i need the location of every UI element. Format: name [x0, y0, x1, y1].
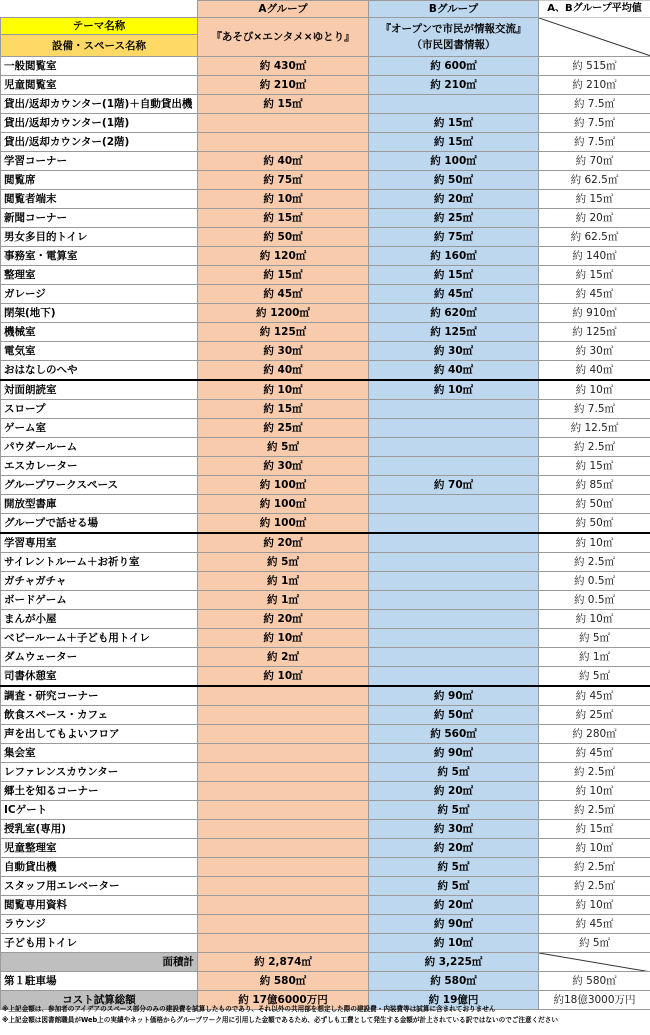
average-area: 約 15㎡ [539, 820, 650, 839]
group-a-area: 約 25㎡ [198, 419, 369, 438]
group-b-area: 約 620㎡ [369, 304, 539, 323]
facility-name: ベビールーム＋子ども用トイレ [1, 629, 198, 648]
group-b-area: 約 20㎡ [369, 782, 539, 801]
facility-name: グループワークスペース [1, 476, 198, 495]
facility-name: まんが小屋 [1, 610, 198, 629]
cost-total-average: 約18億3000万円 [539, 991, 650, 1010]
average-area: 約 7.5㎡ [539, 133, 650, 152]
group-a-area [198, 725, 369, 744]
facility-name: 貸出/返却カウンター(1階)＋自動貸出機 [1, 95, 198, 114]
group-a-area: 約 10㎡ [198, 380, 369, 400]
group-a-area [198, 686, 369, 706]
table-row [1, 725, 650, 744]
average-area: 約 40㎡ [539, 361, 650, 381]
average-area: 約 10㎡ [539, 533, 650, 553]
group-b-area: 約 20㎡ [369, 190, 539, 209]
group-a-area: 約 40㎡ [198, 152, 369, 171]
table-row [1, 342, 650, 361]
table-row [1, 323, 650, 342]
average-area: 約 10㎡ [539, 380, 650, 400]
average-area: 約 2.5㎡ [539, 553, 650, 572]
group-b-area [369, 457, 539, 476]
facility-name: 男女多目的トイレ [1, 228, 198, 247]
group-b-area: 約 90㎡ [369, 686, 539, 706]
blank-corner [1, 1, 198, 18]
group-b-area: 約 90㎡ [369, 744, 539, 763]
group-b-area [369, 667, 539, 687]
group-b-area: 約 5㎡ [369, 877, 539, 896]
group-a-area: 約 10㎡ [198, 629, 369, 648]
group-a-area: 約 125㎡ [198, 323, 369, 342]
table-row [1, 706, 650, 725]
table-row [1, 514, 650, 534]
table-row [1, 380, 650, 400]
group-a-area: 約 20㎡ [198, 533, 369, 553]
facility-name: サイレントルーム＋お祈り室 [1, 553, 198, 572]
facility-name: 整理室 [1, 266, 198, 285]
facility-name: 集会室 [1, 744, 198, 763]
average-area: 約 5㎡ [539, 934, 650, 953]
group-b-area [369, 533, 539, 553]
average-area: 約 62.5㎡ [539, 228, 650, 247]
facility-name: 貸出/返却カウンター(1階) [1, 114, 198, 133]
facility-name: 対面朗読室 [1, 380, 198, 400]
table-row [1, 744, 650, 763]
average-area: 約 515㎡ [539, 57, 650, 76]
table-row [1, 495, 650, 514]
group-b-area: 約 5㎡ [369, 763, 539, 782]
table-row [1, 171, 650, 190]
cost-total-a: 約 17億6000万円 [198, 991, 369, 1010]
table-row [1, 209, 650, 228]
facility-name: 児童閲覧室 [1, 76, 198, 95]
table-row [1, 896, 650, 915]
table-row [1, 610, 650, 629]
average-area: 約 25㎡ [539, 706, 650, 725]
average-area: 約 45㎡ [539, 686, 650, 706]
group-a-area [198, 782, 369, 801]
average-area: 約 0.5㎡ [539, 572, 650, 591]
table-row [1, 858, 650, 877]
facility-name: 司書休憩室 [1, 667, 198, 687]
group-b-area: 約 20㎡ [369, 896, 539, 915]
group-b-area: 約 5㎡ [369, 801, 539, 820]
facility-name: ラウンジ [1, 915, 198, 934]
average-area: 約 20㎡ [539, 209, 650, 228]
cost-total-b: 約 19億円 [369, 991, 539, 1010]
table-row [1, 839, 650, 858]
group-a-area: 約 210㎡ [198, 76, 369, 95]
group-b-area: 約 30㎡ [369, 820, 539, 839]
group-b-area: 約 40㎡ [369, 361, 539, 381]
group-b-area: 約 100㎡ [369, 152, 539, 171]
facility-name: 郷土を知るコーナー [1, 782, 198, 801]
table-row [1, 304, 650, 323]
group-a-area: 約 1㎡ [198, 591, 369, 610]
group-b-area: 約 25㎡ [369, 209, 539, 228]
group-b-area: 約 125㎡ [369, 323, 539, 342]
group-b-area [369, 610, 539, 629]
average-area: 約 0.5㎡ [539, 591, 650, 610]
facility-label: 設備・スペース名称 [1, 35, 198, 57]
table-row [1, 686, 650, 706]
group-b-area: 約 75㎡ [369, 228, 539, 247]
facility-name: ダムウェーター [1, 648, 198, 667]
area-total-b: 約 3,225㎡ [369, 953, 539, 972]
average-area: 約 5㎡ [539, 667, 650, 687]
theme-b-line2: （市民図書情報） [411, 39, 496, 51]
parking-average: 約 580㎡ [539, 972, 650, 991]
facility-name: スロープ [1, 400, 198, 419]
facility-name: 電気室 [1, 342, 198, 361]
table-row [1, 457, 650, 476]
theme-a: 『あそび×エンタメ×ゆとり』 [198, 18, 369, 57]
table-row [1, 57, 650, 76]
group-b-area [369, 495, 539, 514]
average-area: 約 10㎡ [539, 782, 650, 801]
group-b-area: 約 15㎡ [369, 266, 539, 285]
group-a-header: Aグループ [198, 1, 369, 18]
group-a-area [198, 744, 369, 763]
group-a-area: 約 15㎡ [198, 95, 369, 114]
table-row [1, 114, 650, 133]
group-a-area [198, 934, 369, 953]
facility-name: 児童整理室 [1, 839, 198, 858]
facility-name: 自動貸出機 [1, 858, 198, 877]
area-total-row [1, 953, 650, 972]
average-area: 約 2.5㎡ [539, 438, 650, 457]
footnote-1: ※上記金額は、参加者のアイデアのスペース部分のみの建設費を試算したものであり、それ以外の共用部を想定した際の建設費・内装費等は試算に含まれておりません [2, 1005, 496, 1013]
group-a-area [198, 706, 369, 725]
group-b-area [369, 400, 539, 419]
facility-name: ガチャガチャ [1, 572, 198, 591]
table-row [1, 648, 650, 667]
table-row [1, 553, 650, 572]
average-area: 約 10㎡ [539, 839, 650, 858]
group-a-area: 約 100㎡ [198, 514, 369, 534]
group-a-area: 約 15㎡ [198, 209, 369, 228]
average-area: 約 7.5㎡ [539, 400, 650, 419]
group-b-area: 約 50㎡ [369, 171, 539, 190]
diagonal-line [539, 953, 650, 972]
group-a-area: 約 2㎡ [198, 648, 369, 667]
table-row [1, 152, 650, 171]
footnotes [2, 1004, 648, 1026]
group-b-area [369, 419, 539, 438]
group-b-area [369, 629, 539, 648]
group-b-area [369, 591, 539, 610]
average-area: 約 15㎡ [539, 190, 650, 209]
average-area: 約 2.5㎡ [539, 858, 650, 877]
table-row [1, 476, 650, 495]
group-a-area: 約 30㎡ [198, 457, 369, 476]
theme-b-line1: 『オープンで市民が情報交流』 [380, 23, 527, 35]
facility-name: スタッフ用エレベーター [1, 877, 198, 896]
group-a-area [198, 133, 369, 152]
theme-label: テーマ名称 [1, 18, 198, 35]
group-b-area: 約 210㎡ [369, 76, 539, 95]
average-area: 約 125㎡ [539, 323, 650, 342]
group-b-header: Bグループ [369, 1, 539, 18]
table-row [1, 190, 650, 209]
group-a-area: 約 430㎡ [198, 57, 369, 76]
facility-name: グループで話せる場 [1, 514, 198, 534]
table-row [1, 782, 650, 801]
group-a-area [198, 801, 369, 820]
group-b-area: 約 30㎡ [369, 342, 539, 361]
group-b-area [369, 438, 539, 457]
group-a-area: 約 5㎡ [198, 553, 369, 572]
facility-name: 開放型書庫 [1, 495, 198, 514]
table-row [1, 95, 650, 114]
table-row [1, 877, 650, 896]
table-row [1, 400, 650, 419]
facility-name: 貸出/返却カウンター(2階) [1, 133, 198, 152]
table-row [1, 247, 650, 266]
average-area: 約 2.5㎡ [539, 801, 650, 820]
average-area: 約 10㎡ [539, 610, 650, 629]
facility-name: 閉架(地下) [1, 304, 198, 323]
average-area: 約 70㎡ [539, 152, 650, 171]
average-area: 約 12.5㎡ [539, 419, 650, 438]
group-b-area: 約 160㎡ [369, 247, 539, 266]
table-row [1, 934, 650, 953]
facility-name: ガレージ [1, 285, 198, 304]
group-b-area: 約 560㎡ [369, 725, 539, 744]
group-a-area: 約 120㎡ [198, 247, 369, 266]
facility-name: 機械室 [1, 323, 198, 342]
group-a-area [198, 915, 369, 934]
group-b-area [369, 514, 539, 534]
facility-name: 調査・研究コーナー [1, 686, 198, 706]
group-b-area: 約 15㎡ [369, 133, 539, 152]
group-b-area: 約 50㎡ [369, 706, 539, 725]
group-b-area: 約 20㎡ [369, 839, 539, 858]
group-b-area [369, 553, 539, 572]
table-row [1, 915, 650, 934]
group-a-area [198, 114, 369, 133]
average-area: 約 10㎡ [539, 896, 650, 915]
average-area: 約 210㎡ [539, 76, 650, 95]
group-b-area: 約 10㎡ [369, 380, 539, 400]
facility-name: 声を出してもよいフロア [1, 725, 198, 744]
group-b-area: 約 45㎡ [369, 285, 539, 304]
table-row [1, 591, 650, 610]
facility-name: 事務室・電算室 [1, 247, 198, 266]
group-b-area [369, 95, 539, 114]
footnote-2: ※上記金額は図書館職員がWeb上の実績やネット価格からグループワーク用に引用した金額であるため、必ずしも工費として発生する金額が計上されている訳ではないのでご注意ください [2, 1016, 558, 1024]
group-a-area: 約 50㎡ [198, 228, 369, 247]
table-row [1, 438, 650, 457]
facility-name: 閲覧席 [1, 171, 198, 190]
average-area: 約 45㎡ [539, 285, 650, 304]
average-area: 約 85㎡ [539, 476, 650, 495]
average-area: 約 15㎡ [539, 266, 650, 285]
facility-name: 学習専用室 [1, 533, 198, 553]
group-a-area [198, 839, 369, 858]
facility-name: おはなしのへや [1, 361, 198, 381]
theme-b [369, 18, 539, 57]
group-b-area: 約 5㎡ [369, 858, 539, 877]
facility-name: 新聞コーナー [1, 209, 198, 228]
table-row [1, 76, 650, 95]
average-area: 約 7.5㎡ [539, 95, 650, 114]
group-a-area: 約 5㎡ [198, 438, 369, 457]
facility-name: ICゲート [1, 801, 198, 820]
group-b-area: 約 70㎡ [369, 476, 539, 495]
area-total-label: 面積計 [1, 953, 198, 972]
facility-name: レファレンスカウンター [1, 763, 198, 782]
facility-name: ボードゲーム [1, 591, 198, 610]
group-a-area: 約 1200㎡ [198, 304, 369, 323]
group-a-area: 約 10㎡ [198, 667, 369, 687]
facility-name: 授乳室(専用) [1, 820, 198, 839]
average-area: 約 50㎡ [539, 514, 650, 534]
average-area: 約 62.5㎡ [539, 171, 650, 190]
average-area: 約 45㎡ [539, 744, 650, 763]
table-row [1, 419, 650, 438]
average-area: 約 910㎡ [539, 304, 650, 323]
group-a-area: 約 30㎡ [198, 342, 369, 361]
table-row [1, 763, 650, 782]
group-b-area [369, 572, 539, 591]
group-a-area [198, 858, 369, 877]
table-row [1, 667, 650, 687]
area-total-a: 約 2,874㎡ [198, 953, 369, 972]
theme-row [1, 18, 650, 35]
facility-name: 飲食スペース・カフェ [1, 706, 198, 725]
average-header: A、Bグループ平均値 [539, 1, 650, 18]
table-row [1, 285, 650, 304]
parking-a: 約 580㎡ [198, 972, 369, 991]
average-area: 約 2.5㎡ [539, 763, 650, 782]
group-a-area [198, 763, 369, 782]
facility-name: ゲーム室 [1, 419, 198, 438]
parking-b: 約 580㎡ [369, 972, 539, 991]
average-area: 約 7.5㎡ [539, 114, 650, 133]
group-a-area: 約 20㎡ [198, 610, 369, 629]
facility-name: 子ども用トイレ [1, 934, 198, 953]
average-area: 約 30㎡ [539, 342, 650, 361]
facility-name: エスカレーター [1, 457, 198, 476]
group-a-area: 約 40㎡ [198, 361, 369, 381]
parking-row [1, 972, 650, 991]
group-a-area: 約 1㎡ [198, 572, 369, 591]
facility-name: パウダールーム [1, 438, 198, 457]
group-a-area [198, 820, 369, 839]
table-row [1, 801, 650, 820]
group-a-area [198, 896, 369, 915]
average-area: 約 280㎡ [539, 725, 650, 744]
average-area: 約 2.5㎡ [539, 877, 650, 896]
group-header-row [1, 1, 650, 18]
group-a-area: 約 100㎡ [198, 495, 369, 514]
table-row [1, 361, 650, 381]
group-a-area: 約 15㎡ [198, 266, 369, 285]
average-diagonal-cell [539, 18, 650, 57]
group-b-area: 約 90㎡ [369, 915, 539, 934]
group-b-area: 約 600㎡ [369, 57, 539, 76]
group-b-area [369, 648, 539, 667]
facility-name: 閲覧専用資料 [1, 896, 198, 915]
table-row [1, 629, 650, 648]
facility-name: 学習コーナー [1, 152, 198, 171]
group-a-area: 約 75㎡ [198, 171, 369, 190]
group-b-area: 約 15㎡ [369, 114, 539, 133]
average-area: 約 140㎡ [539, 247, 650, 266]
facility-name: 閲覧者端末 [1, 190, 198, 209]
area-total-average-diagonal [539, 953, 650, 972]
average-area: 約 5㎡ [539, 629, 650, 648]
group-a-area [198, 877, 369, 896]
diagonal-line [539, 18, 650, 56]
group-a-area: 約 15㎡ [198, 400, 369, 419]
average-area: 約 45㎡ [539, 915, 650, 934]
group-a-area: 約 10㎡ [198, 190, 369, 209]
table-row [1, 133, 650, 152]
cost-total-label: コスト試算総額 [1, 991, 198, 1010]
group-b-area: 約 10㎡ [369, 934, 539, 953]
average-area: 約 1㎡ [539, 648, 650, 667]
table-row [1, 572, 650, 591]
average-area: 約 50㎡ [539, 495, 650, 514]
average-area: 約 15㎡ [539, 457, 650, 476]
parking-label: 第１駐車場 [1, 972, 198, 991]
table-row [1, 533, 650, 553]
group-a-area: 約 45㎡ [198, 285, 369, 304]
group-a-area: 約 100㎡ [198, 476, 369, 495]
facility-name: 一般閲覧室 [1, 57, 198, 76]
table-row [1, 266, 650, 285]
table-row [1, 820, 650, 839]
table-row [1, 228, 650, 247]
